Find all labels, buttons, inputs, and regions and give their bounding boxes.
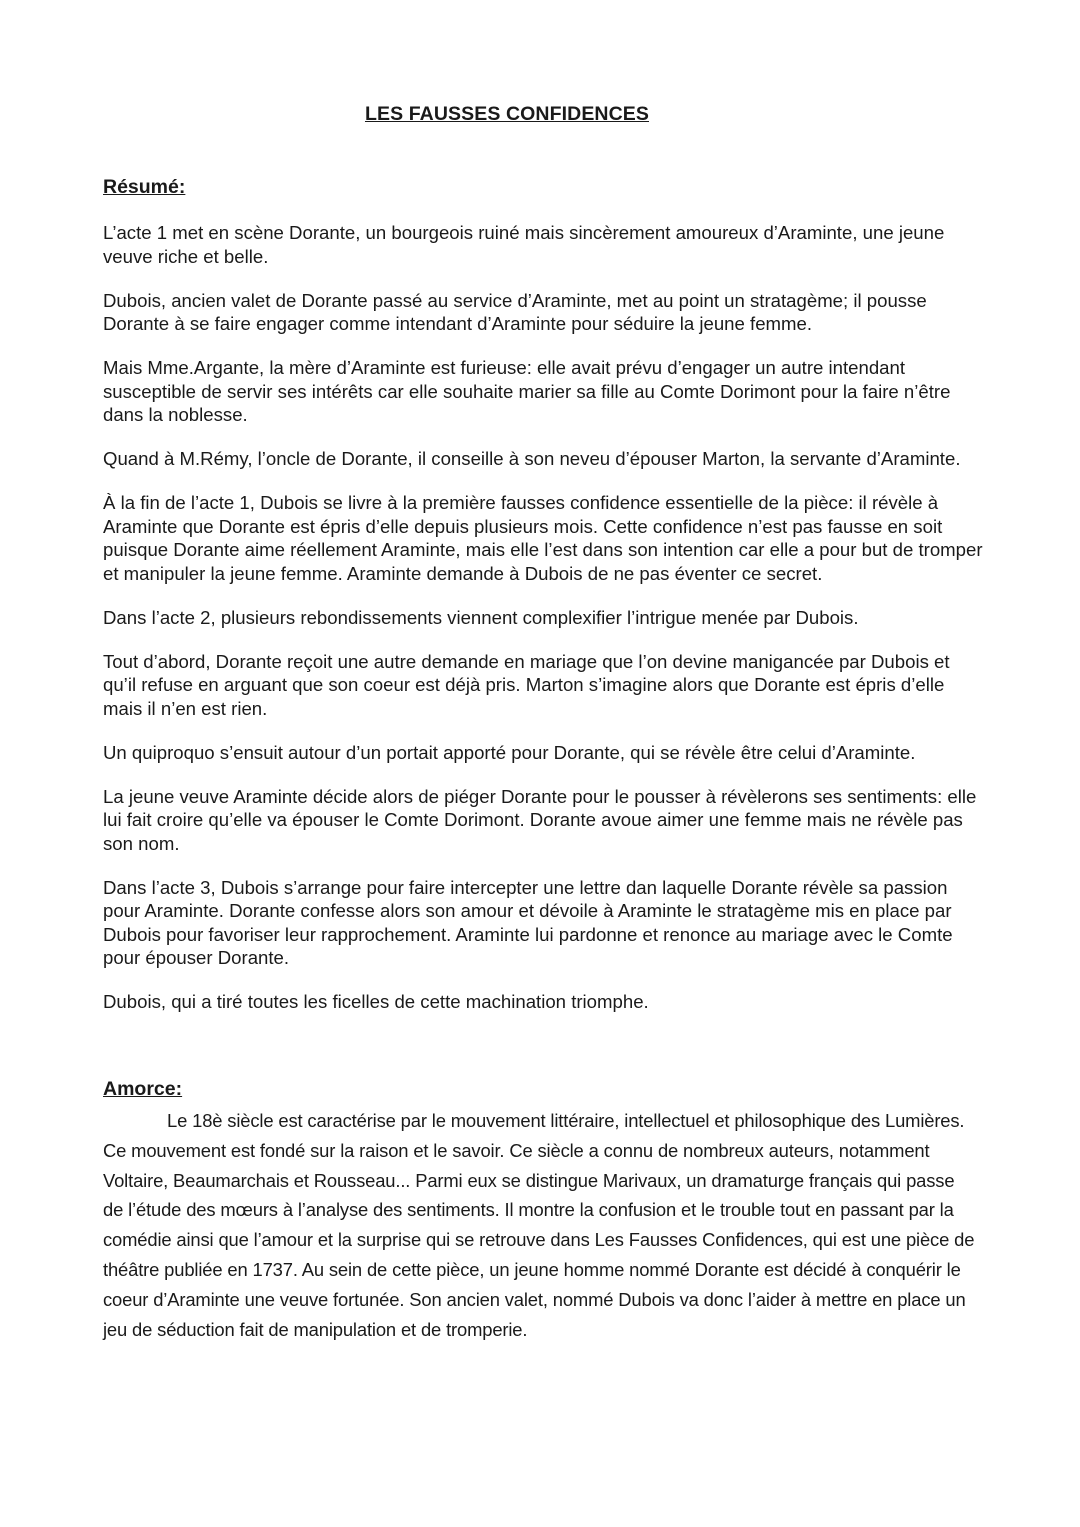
resume-paragraph: Quand à M.Rémy, l’oncle de Dorante, il conseille à son neveu d’épouser Marton, la servante d’Araminte. [103, 448, 961, 469]
resume-paragraph: À la fin de l’acte 1, Dubois se livre à la première fausses confidence essentielle de la pièce: il révèle à Araminte que Dorante est épris d’elle depuis plusieurs mois. Cette confidence n’est pas fausse en soit puisque Dorante aime réellement Araminte, mais elle l’est dans son intention car elle a pour but de tromper et manipuler la jeune femme. Araminte demande à Dubois de ne pas éventer ce secret. [103, 492, 983, 584]
resume-paragraph: Un quiproquo s’ensuit autour d’un portait apporté pour Dorante, qui se révèle être celui d’Araminte. [103, 741, 916, 763]
resume-paragraph: Mais Mme.Argante, la mère d’Araminte est furieuse: elle avait prévu d’engager un autre intendant susceptible de servir ses intérêts car elle souhaite marier sa fille au Comte Dorimont pour la faire n’être dans la noblesse. [103, 357, 951, 425]
resume-section [103, 221, 983, 1034]
resume-paragraph: Dubois, qui a tiré toutes les ficelles de cette machination triomphe. [103, 991, 649, 1012]
resume-paragraph: L’acte 1 met en scène Dorante, un bourgeois ruiné mais sincèrement amoureux d’Araminte, une jeune veuve riche et belle. [103, 222, 945, 267]
amorce-paragraph: Le 18è siècle est caractérise par le mouvement littéraire, intellectuel et philosophique des Lumières. Ce mouvement est fondé sur la raison et le savoir. Ce siècle a connu de nombreux auteurs, notamment Voltaire, Beaumarchais et Rousseau... Parmi eux se distingue Marivaux, un dramaturge français qui passe de l’étude des mœurs à l’analyse des sentiments. Il montre la confusion et le trouble tout en passant par la comédie ainsi que l’amour et la surprise qui se retrouve dans Les Fausses Confidences, qui est une pièce de théâtre publiée en 1737. Au sein de cette pièce, un jeune homme nommé Dorante est décidé à conquérir le coeur d’Araminte une veuve fortunée. Son ancien valet, nommé Dubois va donc l’aider à mettre en place un jeu de séduction fait de manipulation et de tromperie. [103, 1110, 975, 1340]
resume-paragraph: Tout d’abord, Dorante reçoit une autre demande en mariage que l’on devine manigancée par Dubois et qu’il refuse en arguant que son coeur est déjà pris. Marton s’imagine alors que Dorante est épris d’elle mais il n’en est rien. [103, 650, 950, 719]
resume-paragraph: Dans l’acte 3, Dubois s’arrange pour faire intercepter une lettre dan laquelle Dorante révèle sa passion pour Araminte. Dorante confesse alors son amour et dévoile à Araminte le stratagème mis en place par Dubois pour favoriser leur rapprochement. Araminte lui pardonne et renonce au mariage avec le Comte pour épouser Dorante. [103, 876, 953, 968]
document-title: LES FAUSSES CONFIDENCES [364, 103, 649, 125]
resume-paragraph: Dans l’acte 2, plusieurs rebondissements viennent complexifier l’intrigue menée par Dubois. [103, 606, 859, 628]
resume-heading: Résumé: [103, 176, 186, 198]
resume-paragraph: La jeune veuve Araminte décide alors de piéger Dorante pour le pousser à révèlerons ses sentiments: elle lui fait croire qu’elle va épouser le Comte Dorimont. Dorante avoue aimer une femme mais ne révèle pas son nom. [103, 785, 977, 854]
amorce-heading: Amorce: [103, 1078, 183, 1100]
resume-paragraph: Dubois, ancien valet de Dorante passé au service d’Araminte, met au point un stratagème; il pousse Dorante à se faire engager comme intendant d’Araminte pour séduire la jeune femme. [103, 289, 927, 334]
